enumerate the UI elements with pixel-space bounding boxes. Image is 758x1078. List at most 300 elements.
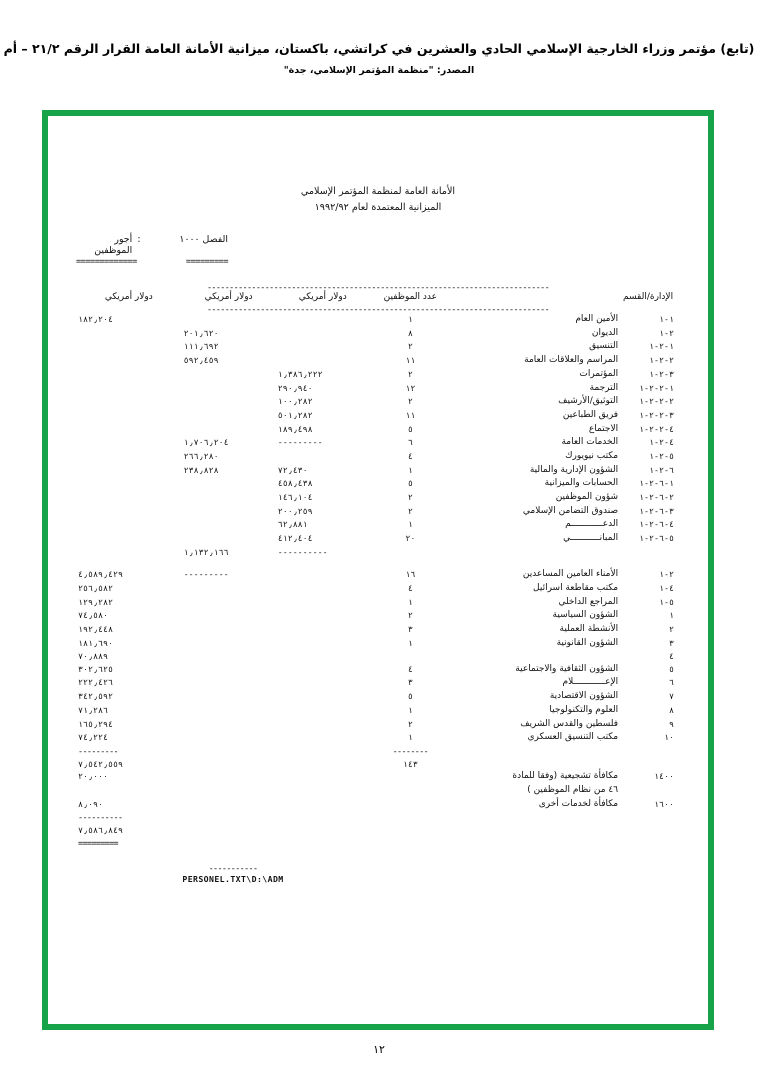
cell-amount-3 (76, 477, 182, 491)
cell-amount-3: ٢٠٫٠٠٠ (78, 771, 108, 782)
document-frame (42, 110, 714, 1030)
cell-amount-2 (182, 313, 276, 327)
cell-amount-2 (182, 609, 276, 623)
cell-amount-1 (276, 623, 370, 637)
cell-code (620, 811, 680, 824)
cell-name: الخدمات العامة (561, 437, 619, 448)
cell-amount-3: ٢٢٢٫٤٢٦ (78, 677, 113, 688)
cell-amount-3: ٣٠٢٫٦٢٥ (78, 663, 113, 674)
cell-code: ٣-٢-٢-١ (639, 409, 674, 420)
cell-amount-2: ٢٦٦٫٢٨٠ (183, 450, 219, 461)
cell-amount-3: ٧٤٫٢٢٤ (78, 732, 108, 743)
page-title: (تابع) مؤتمر وزراء الخارجية الإسلامي الحادي والعشرين في كراتشي، باكستان، ميزانية الأمانة العامة القرار الرقم ٢١/٢ – أم (3, 41, 755, 56)
spacer-cell (76, 558, 680, 568)
cell-name: فلسطين والقدس الشريف (520, 718, 619, 729)
cell-code: ٨ (669, 704, 674, 715)
table-row (76, 532, 680, 546)
cell-amount-3 (76, 382, 182, 396)
table-row (76, 340, 680, 354)
file-path-label: PERSONEL.TXT\D:\ADM (182, 874, 284, 885)
table-row (76, 409, 680, 423)
cell-code: ٤-١ (659, 582, 674, 593)
cell-amount-3: ٣٤٢٫٥٩٢ (78, 691, 113, 702)
file-tag-block (76, 863, 680, 884)
cell-amount-1 (276, 354, 370, 368)
cell-code: ١-١ (659, 314, 674, 325)
cell-amount-3 (76, 518, 182, 532)
table-row (76, 704, 680, 718)
cell-amount-3 (76, 436, 182, 450)
cell-code: ٢-٢-٢-١ (639, 396, 674, 407)
cell-code: ٥-١ (659, 596, 674, 607)
cell-code: ٥-٢-١ (649, 450, 674, 461)
cell-name (451, 811, 620, 824)
cell-name (451, 824, 620, 837)
cell-amount-1 (276, 784, 370, 798)
table-row (76, 382, 680, 396)
cell-count: ٢ (407, 505, 413, 516)
cell-code: ١٦٠٠ (654, 798, 674, 809)
subtotal-count: ١٤٣ (402, 758, 418, 769)
table-row (76, 505, 680, 519)
cell-code: ٤ (669, 651, 674, 662)
header-cell-amount-3: دولار أمريكي (104, 292, 153, 303)
cell-amount-1 (276, 327, 370, 341)
cell-code: ٢-٦-٢-١ (639, 491, 674, 502)
cell-count: ٥ (407, 423, 413, 434)
table-row (76, 450, 680, 464)
cell-code: ١-٦-٢-١ (639, 478, 674, 489)
cell-count (370, 811, 451, 824)
cell-amount-1 (276, 609, 370, 623)
cell-amount-3: ٧٠٫٨٨٩ (78, 651, 108, 662)
cell-count (370, 837, 451, 850)
cell-amount-1 (276, 731, 370, 745)
cell-code: ٧ (669, 691, 674, 702)
cell-name: مكتب مقاطعة اسرائيل (533, 582, 619, 593)
cell-name: ٤٦ من نظام الموظفين ) (527, 784, 619, 795)
cell-amount-3 (76, 532, 182, 546)
cell-amount-1: --------- (277, 437, 323, 448)
cell-code (620, 837, 680, 850)
cell-amount-2: ١١١٫٦٩٢ (183, 341, 219, 352)
table-rule-top (76, 283, 680, 291)
cell-amount-1: ٢٩٠٫٩٤٠ (277, 382, 313, 393)
cell-amount-2 (182, 745, 276, 758)
cell-count: ١ (407, 704, 413, 715)
cell-amount-1: ١٤٦٫١٠٤ (277, 491, 313, 502)
cell-amount-1 (276, 340, 370, 354)
cell-count: ٢ (407, 610, 413, 621)
cell-name (451, 650, 620, 663)
cell-amount-3 (76, 505, 182, 519)
table-row (76, 423, 680, 437)
cell-count: ١٦ (405, 569, 416, 580)
chapter-heading (76, 234, 680, 256)
table-row (76, 491, 680, 505)
cell-amount-1 (276, 770, 370, 784)
cell-amount-2 (182, 704, 276, 718)
cell-code: ٦-٢-١ (649, 464, 674, 475)
table-row (76, 464, 680, 478)
table-row (76, 354, 680, 368)
table-row (76, 568, 680, 582)
cell-amount-2 (182, 491, 276, 505)
chapter-underline-gap (137, 257, 150, 267)
table-row (76, 718, 680, 732)
table-row (76, 637, 680, 651)
cell-code: ١-٢-٢-١ (639, 382, 674, 393)
cell-name (451, 546, 620, 559)
cell-name: الديوان (591, 327, 619, 338)
cell-count: ٥ (407, 478, 413, 489)
header-cell-name (451, 291, 620, 305)
page-number: ١٢ (373, 1043, 385, 1056)
cell-name: الحسابات والميزانية (544, 478, 619, 489)
cell-code (620, 784, 680, 798)
allowance-row (76, 770, 680, 784)
cell-code: ٥ (669, 663, 674, 674)
cell-amount-1 (276, 758, 370, 771)
cell-amount-2: ١٫١٣٢٫١٦٦ (183, 546, 229, 557)
cell-name: الإعــــــــــــلام (562, 677, 619, 688)
cell-amount-2 (182, 784, 276, 798)
document-title-line2: الميزانية المعتمدة لعام ١٩٩٢/٩٢ (314, 201, 442, 213)
allowance-row-continuation (76, 784, 680, 798)
cell-amount-2 (182, 837, 276, 850)
cell-amount-2 (182, 518, 276, 532)
cell-amount-1 (276, 718, 370, 732)
chapter-code: الفصل ١٠٠٠ (179, 233, 228, 245)
cell-code: ٣-٢-١ (649, 368, 674, 379)
cell-amount-3: ٧٤٫٥٨٠ (78, 610, 108, 621)
cell-amount-1: ٤٥٨٫٤٣٨ (277, 478, 313, 489)
cell-amount-2: ٢٣٨٫٨٢٨ (183, 464, 219, 475)
cell-amount-1: ١٨٩٫٤٩٨ (277, 423, 313, 434)
cell-count: ١ (407, 519, 413, 530)
cell-name: مكتب التنسيق العسكري (527, 732, 619, 743)
cell-amount-1: ٥٠١٫٢٨٢ (277, 409, 313, 420)
cell-count: ١١ (405, 355, 416, 366)
cell-count: ١ (407, 637, 413, 648)
cell-name (451, 758, 620, 771)
grand-total-rule-row (76, 811, 680, 824)
document-title (76, 184, 680, 216)
cell-amount-1: ١٠٠٫٢٨٢ (277, 396, 313, 407)
cell-count: ٤ (407, 582, 413, 593)
cell-count: ٥ (407, 691, 413, 702)
cell-amount-3: ١٨١٫٦٩٠ (78, 637, 113, 648)
cell-count: ٤ (407, 450, 413, 461)
page-header (0, 40, 758, 76)
cell-amount-1: ---------- (277, 546, 328, 557)
subtotal-count-rule: -------- (392, 745, 429, 756)
cell-name: الشؤون الاقتصادية (549, 691, 619, 702)
cell-amount-1 (276, 313, 370, 327)
table-row (76, 582, 680, 596)
grand-total-double-rule: ========= (78, 837, 118, 848)
cell-amount-1: ٤١٢٫٤٠٤ (277, 532, 313, 543)
cell-amount-2: ٢٠١٫٦٢٠ (183, 327, 219, 338)
cell-amount-2 (182, 758, 276, 771)
cell-code: ٣ (669, 637, 674, 648)
cell-amount-1 (276, 582, 370, 596)
cell-count: ١ (407, 732, 413, 743)
cell-amount-2 (182, 731, 276, 745)
table-row (76, 596, 680, 610)
table-row (76, 395, 680, 409)
cell-amount-1 (276, 676, 370, 690)
subtotal-rule-row (76, 745, 680, 758)
cell-amount-2 (182, 505, 276, 519)
cell-code: ٦ (669, 677, 674, 688)
cell-name: الترجمة (589, 382, 619, 393)
table-row (76, 623, 680, 637)
cell-count: ٢ (407, 396, 413, 407)
cell-count: ٨ (407, 327, 413, 338)
cell-amount-3: ٨٫٠٩٠ (78, 798, 103, 809)
cell-amount-3 (76, 340, 182, 354)
chapter-underline (76, 257, 680, 267)
cell-amount-3 (76, 327, 182, 341)
cell-count (370, 770, 451, 784)
cell-amount-2 (182, 532, 276, 546)
cell-name: الشؤون الثقافية والاجتماعية (515, 663, 619, 674)
table-row (76, 609, 680, 623)
cell-amount-3 (76, 784, 182, 798)
table-rule-mid (76, 305, 680, 313)
cell-count (370, 546, 451, 559)
grand-total-value: ٧٫٥٨٦٫٨٤٩ (78, 825, 123, 835)
cell-amount-1 (276, 650, 370, 663)
cell-amount-3 (76, 546, 182, 559)
allowance-row (76, 798, 680, 812)
cell-name: مكافأة تشجيعية (وفقا للمادة (512, 771, 619, 782)
cell-amount-2 (182, 690, 276, 704)
cell-amount-2 (182, 623, 276, 637)
cell-amount-2 (182, 477, 276, 491)
cell-code: ٢-١ (659, 327, 674, 338)
cell-name: شؤون الموظفين (555, 491, 619, 502)
rule-top-text: ----------------------------------------------------------------------------- (206, 281, 550, 292)
cell-code: ٢-١ (659, 569, 674, 580)
table-row (76, 663, 680, 677)
grand-total-double-rule-row (76, 837, 680, 850)
cell-amount-2 (182, 368, 276, 382)
cell-count: ٢٠ (405, 532, 416, 543)
cell-name: الأنشطة العملية (559, 623, 619, 634)
cell-code: ١-٢-١ (649, 341, 674, 352)
cell-name: المبانـــــــــــي (563, 532, 619, 543)
cell-amount-3 (76, 491, 182, 505)
cell-code: ٤-٢-٢-١ (639, 423, 674, 434)
cell-code: ٩ (669, 718, 674, 729)
cell-amount-3 (76, 464, 182, 478)
cell-amount-1: ٦٢٫٨٨١ (277, 519, 308, 530)
cell-code: ٥-٦-٢-١ (639, 532, 674, 543)
cell-amount-2 (182, 824, 276, 837)
file-tag-rule: ----------- (208, 863, 258, 874)
cell-code: ١ (669, 610, 674, 621)
cell-amount-2 (182, 637, 276, 651)
cell-code: ١٠ (664, 732, 674, 743)
cell-name: المؤتمرات (579, 368, 619, 379)
cell-name: التنسيق (589, 341, 619, 352)
cell-name: المراجع الداخلي (558, 596, 619, 607)
cell-name: العلوم والتكنولوجيا (549, 704, 619, 715)
table-spacer (76, 558, 680, 568)
cell-count: ١ (407, 464, 413, 475)
cell-amount-2 (182, 596, 276, 610)
header-cell-amount-1: دولار أمريكي (298, 292, 347, 303)
budget-sheet (48, 116, 708, 1024)
table-row (76, 518, 680, 532)
header-cell-code: الإدارة/القسم (623, 292, 674, 303)
cell-amount-3: ١٢٩٫٢٨٢ (78, 596, 113, 607)
table-row (76, 676, 680, 690)
table-row (76, 477, 680, 491)
cell-code: ٢ (669, 623, 674, 634)
chapter-underline-left: ========= (185, 256, 228, 267)
cell-name: التوثيق/الأرشيف (558, 396, 619, 407)
cell-code (620, 758, 680, 771)
chapter-separator: : (137, 233, 141, 245)
cell-amount-3: ١٨٢٫٢٠٤ (78, 314, 113, 325)
table-row (76, 436, 680, 450)
table-row (76, 731, 680, 745)
rule-mid-text: ----------------------------------------------------------------------------- (206, 303, 550, 314)
grand-total-row (76, 824, 680, 837)
cell-name: الأمناء العامين المساعدين (522, 569, 619, 580)
header-cell-amount-2: دولار أمريكي (204, 292, 253, 303)
cell-amount-1: ١٫٣٨٦٫٢٢٢ (277, 368, 323, 379)
cell-amount-3: ٢٥٦٫٥٨٢ (78, 582, 113, 593)
cell-amount-2 (182, 382, 276, 396)
cell-count: ١ (407, 314, 413, 325)
chapter-name: أجور الموظفين (94, 233, 133, 256)
cell-amount-1 (276, 663, 370, 677)
cell-count: ١ (407, 596, 413, 607)
cell-amount-1 (276, 690, 370, 704)
cell-code: ٤-٢-١ (649, 437, 674, 448)
cell-amount-2 (182, 676, 276, 690)
cell-amount-1 (276, 811, 370, 824)
cell-name: الاجتماع (588, 423, 619, 434)
cell-amount-1 (276, 637, 370, 651)
table-row (76, 690, 680, 704)
cell-name: الأمين العام (575, 314, 619, 325)
cell-name: فريق الطباعين (562, 409, 619, 420)
cell-amount-1: ٢٠٠٫٢٥٩ (277, 505, 313, 516)
cell-code (620, 824, 680, 837)
cell-amount-2 (182, 395, 276, 409)
cell-amount-1 (276, 568, 370, 582)
table-row (76, 546, 680, 559)
cell-amount-2 (182, 409, 276, 423)
cell-name: المراسم والعلاقات العامة (524, 355, 619, 366)
cell-amount-3: ١٩٢٫٤٤٨ (78, 623, 113, 634)
cell-code (620, 546, 680, 559)
header-cell-count: عدد الموظفين (383, 292, 437, 303)
budget-table (76, 283, 680, 850)
cell-amount-3 (76, 395, 182, 409)
cell-amount-3: ٧١٫٢٨٦ (78, 704, 108, 715)
cell-code: ٤-٦-٢-١ (639, 519, 674, 530)
cell-amount-3 (76, 409, 182, 423)
cell-amount-2 (182, 650, 276, 663)
cell-code (620, 745, 680, 758)
cell-count: ٢ (407, 718, 413, 729)
cell-amount-2: --------- (183, 569, 229, 580)
cell-name (451, 745, 620, 758)
cell-name: مكافأة لخدمات أخرى (538, 798, 619, 809)
cell-amount-1 (276, 745, 370, 758)
cell-amount-2 (182, 423, 276, 437)
cell-name: الدعــــــــــــم (565, 519, 619, 530)
table-row (76, 313, 680, 327)
cell-code: ٢-٢-١ (649, 355, 674, 366)
cell-amount-3 (76, 450, 182, 464)
cell-amount-2: ١٫٧٠٦٫٢٠٤ (183, 437, 229, 448)
cell-amount-2 (182, 811, 276, 824)
cell-count (370, 650, 451, 663)
cell-name: صندوق التضامن الإسلامي (522, 505, 619, 516)
cell-count (370, 798, 451, 812)
cell-amount-2 (182, 663, 276, 677)
cell-name: الشؤون القانونية (556, 637, 619, 648)
cell-amount-3 (76, 368, 182, 382)
table-header-row (76, 291, 680, 305)
cell-code: ٣-٦-٢-١ (639, 505, 674, 516)
table-row (76, 650, 680, 663)
cell-name: مكتب نيويورك (565, 450, 619, 461)
document-title-line1: الأمانة العامة لمنظمة المؤتمر الإسلامي (300, 186, 456, 197)
cell-count: ٣ (407, 623, 413, 634)
cell-name: الشؤون الإدارية والمالية (529, 464, 619, 475)
cell-count: ٢ (407, 341, 413, 352)
cell-amount-1 (276, 837, 370, 850)
cell-amount-2 (182, 798, 276, 812)
cell-amount-2 (182, 770, 276, 784)
cell-amount-1 (276, 450, 370, 464)
cell-amount-1 (276, 798, 370, 812)
cell-count: ١٢ (405, 382, 416, 393)
cell-amount-1 (276, 824, 370, 837)
chapter-underline-right: ============= (76, 256, 137, 267)
cell-amount-1: ٧٢٫٤٣٠ (277, 464, 308, 475)
cell-amount-2 (182, 582, 276, 596)
cell-count: ٦ (407, 437, 413, 448)
cell-count (370, 784, 451, 798)
cell-count: ٢ (407, 491, 413, 502)
subtotal-amount: ٧٫٥٤٢٫٥٥٩ (78, 758, 123, 769)
cell-amount-3: ١٦٥٫٢٩٤ (78, 718, 113, 729)
cell-amount-3: ٤٫٥٨٩٫٤٢٩ (78, 569, 123, 580)
cell-count: ٣ (407, 677, 413, 688)
table-row (76, 327, 680, 341)
cell-count: ٤ (407, 663, 413, 674)
cell-name (451, 837, 620, 850)
cell-count: ١١ (405, 409, 416, 420)
cell-amount-2: ٥٩٢٫٤٥٩ (183, 355, 219, 366)
source-line: المصدر: "منظمة المؤتمر الإسلامي، جدة" (283, 64, 475, 76)
cell-amount-3 (76, 354, 182, 368)
cell-code: ١٤٠٠ (654, 771, 674, 782)
table-row (76, 368, 680, 382)
subtotal-amount-rule: --------- (78, 745, 118, 756)
cell-amount-2 (182, 718, 276, 732)
cell-amount-1 (276, 704, 370, 718)
